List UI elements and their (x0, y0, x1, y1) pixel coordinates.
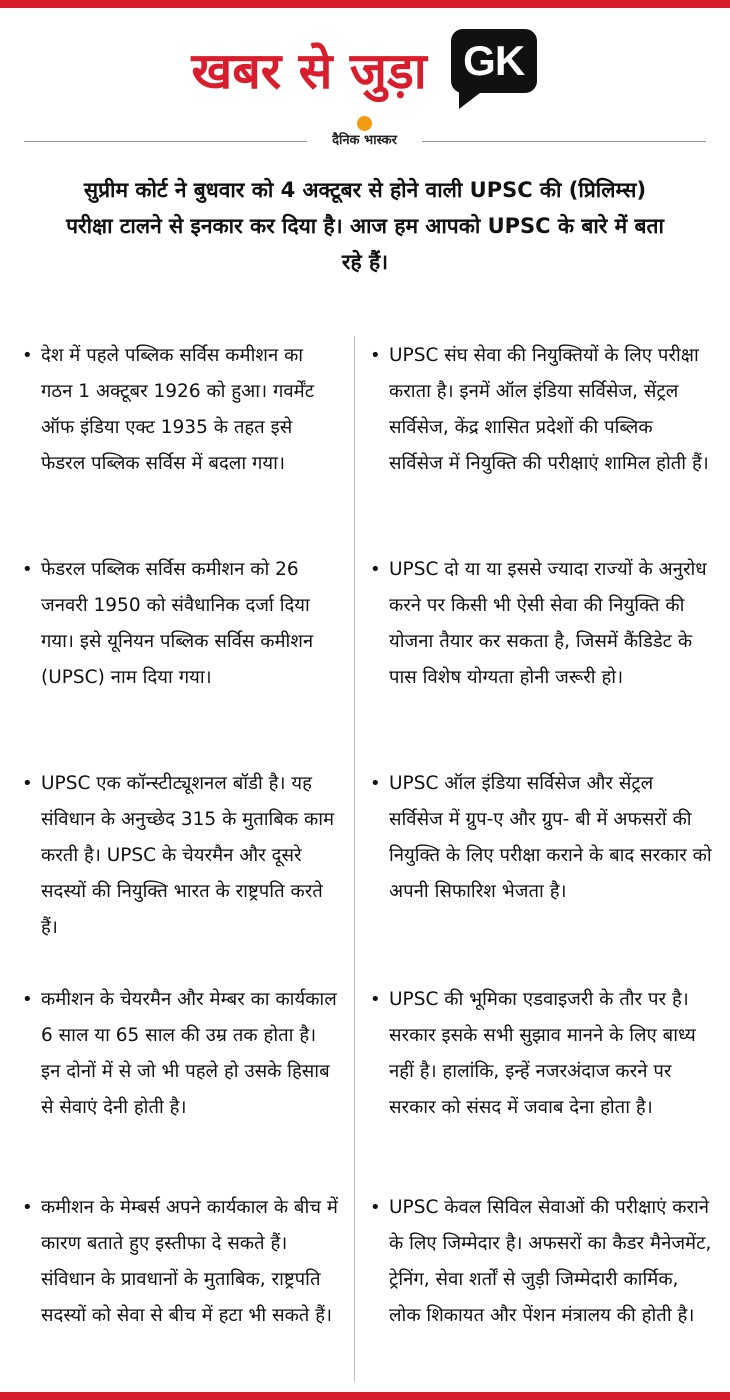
fact-item (368, 338, 712, 482)
speech-bubble-tail (459, 83, 493, 109)
headline-title: खबर से जुड़ा (191, 42, 427, 100)
brand-logo-text: दैनिक भास्कर (332, 133, 397, 148)
fact-item (368, 766, 712, 910)
fact-text: UPSC संघ सेवा की नियुक्तियों के लिए परीक्षा कराता है। इनमें ऑल इंडिया सर्विसेज, सेंट्रल सर्विसेज, केंद्र शासित प्रदेशों की पब्लिक सर्विसेज में नियुक्ति की परीक्षाएं शामिल होती हैं। (389, 345, 709, 474)
bullet-icon: • (370, 345, 381, 366)
fact-text: UPSC एक कॉन्स्टीट्यूशनल बॉडी है। यह संविधान के अनुच्छेद 315 के मुताबिक काम करती है। UPSC के चेयरमैन और दूसरे सदस्यों की नियुक्ति भारत के राष्ट्रपति करते हैं। (41, 773, 335, 938)
brand-divider-right (422, 141, 706, 142)
bullet-icon: • (22, 773, 33, 794)
fact-item (368, 982, 712, 1126)
fact-item (368, 1190, 712, 1334)
brand-row (24, 116, 706, 152)
fact-item (368, 552, 712, 696)
column-divider (354, 336, 355, 1382)
fact-text: UPSC की भूमिका एडवाइजरी के तौर पर है। सरकार इसके सभी सुझाव मानने के लिए बाध्य नहीं है। हालांकि, इन्हें नजरअंदाज करने पर सरकार को संसद में जवाब देना होता है। (389, 989, 696, 1118)
headline (0, 26, 730, 116)
fact-item (20, 982, 338, 1126)
fact-text: फेडरल पब्लिक सर्विस कमीशन को 26 जनवरी 1950 को संवैधानिक दर्जा दिया गया। इसे यूनियन पब्लिक सर्विस कमीशन (UPSC) नाम दिया गया। (41, 559, 314, 688)
bullet-icon: • (370, 773, 381, 794)
fact-item (20, 338, 338, 482)
bottom-accent-bar (0, 1392, 730, 1400)
bullet-icon: • (370, 989, 381, 1010)
brand-sun-icon (357, 116, 372, 131)
fact-item (20, 766, 338, 946)
fact-item (20, 552, 338, 696)
bullet-icon: • (370, 1197, 381, 1218)
bullet-icon: • (370, 559, 381, 580)
bullet-icon: • (22, 989, 33, 1010)
brand-divider-left (24, 141, 307, 142)
gk-speech-bubble-icon (451, 29, 539, 113)
gk-badge-label: GK (451, 29, 537, 93)
fact-text: UPSC ऑल इंडिया सर्विसेज और सेंट्रल सर्विसेज में ग्रुप-ए और ग्रुप- बी में अफसरों की नियुक्ति के लिए परीक्षा कराने के बाद सरकार को अपनी सिफारिश भेजता है। (389, 773, 712, 902)
intro-text: सुप्रीम कोर्ट ने बुधवार को 4 अक्टूबर से होने वाली UPSC की (प्रिलिम्स) परीक्षा टालने से इनकार कर दिया है। आज हम आपको UPSC के बारे में बता रहे हैं। (66, 178, 664, 274)
bullet-icon: • (22, 559, 33, 580)
fact-text: देश में पहले पब्लिक सर्विस कमीशन का गठन 1 अक्टूबर 1926 को हुआ। गवर्मेंट ऑफ इंडिया एक्ट 1935 के तहत इसे फेडरल पब्लिक सर्विस में बदला गया। (41, 345, 315, 474)
fact-text: UPSC केवल सिविल सेवाओं की परीक्षाएं कराने के लिए जिम्मेदार है। अफसरों का कैडर मैनेजमेंट, ट्रेनिंग, सेवा शर्तों से जुड़ी जिम्मेदारी कार्मिक, लोक शिकायत और पेंशन मंत्रालय की होती है। (389, 1197, 712, 1326)
bullet-icon: • (22, 1197, 33, 1218)
fact-text: कमीशन के चेयरमैन और मेम्बर का कार्यकाल 6 साल या 65 साल की उम्र तक होता है। इन दोनों में से जो भी पहले हो उसके हिसाब से सेवाएं देनी होती है। (41, 989, 337, 1118)
fact-text: कमीशन के मेम्बर्स अपने कार्यकाल के बीच में कारण बताते हुए इस्तीफा दे सकते हैं। संविधान के प्रावधानों के मुताबिक, राष्ट्रपति सदस्यों को सेवा से बीच में हटा भी सकते हैं। (41, 1197, 338, 1326)
fact-text: UPSC दो या या इससे ज्यादा राज्यों के अनुरोध करने पर किसी भी ऐसी सेवा की नियुक्ति की योजना तैयार कर सकता है, जिसमें कैंडिडेट के पास विशेष योग्यता होनी जरूरी हो। (389, 559, 707, 688)
fact-item (20, 1190, 338, 1334)
bullet-icon: • (22, 345, 33, 366)
top-accent-bar (0, 0, 730, 8)
